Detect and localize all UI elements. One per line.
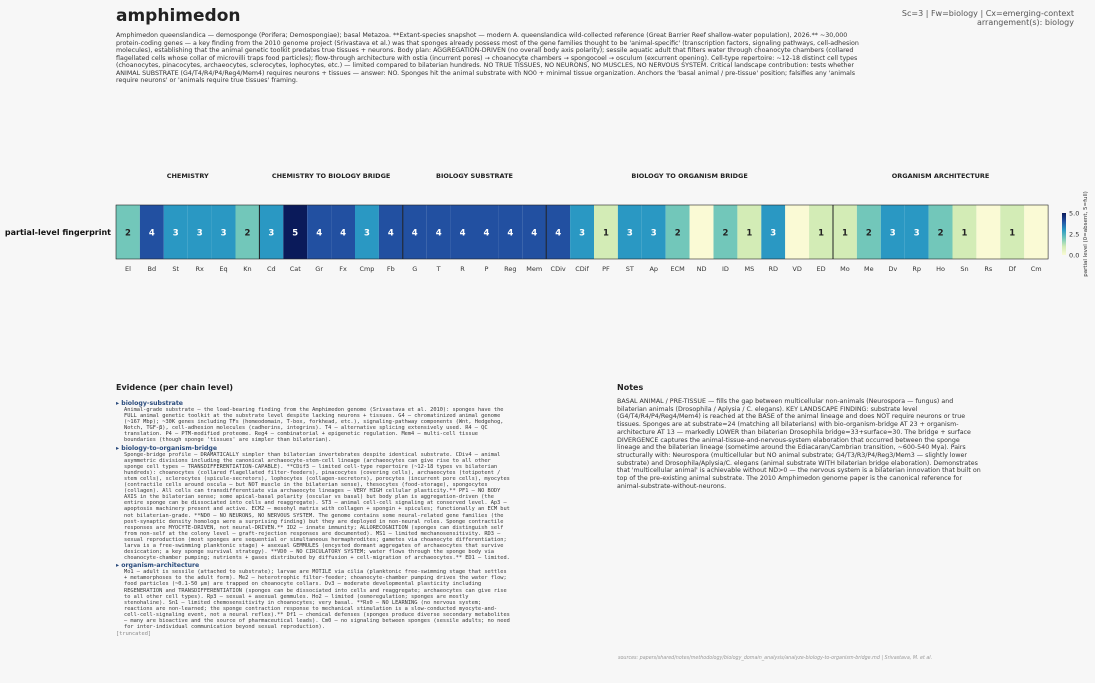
- cell-value-label: 4: [483, 228, 490, 239]
- x-tick-label: Ap: [649, 265, 659, 273]
- cell-value-label: 2: [674, 228, 681, 239]
- x-tick-label: ND: [696, 265, 707, 273]
- x-tick-label: CDif: [575, 265, 589, 273]
- species-summary: Amphimedon queenslandica — demosponge (Porifera; Demospongiae); basal Metazoa. **Extant-species snapshot — modern A. queenslandica wild-collected reference (Great Barrier Reef shallow-water population), 2026.** ~30,000 protein-coding genes — a key finding from the 2010 genome project (Srivastava et al.) was that sponges already possess most of the gene families thought to be 'animal-specific' (transcription factors, signaling pathways, cell-adhesion molecules), establishing that the animal genetic toolkit predates true tissues + neurons. Body plan: AGGREGATION-DRIVEN (no overall body axis polarity); sessile aquatic adult that filters water through choanocyte chambers (collared flagellated cells whose collar of microvilli traps food particles); flow-through architecture with ostia (incurrent pores) → choanocyte chambers → spongocoel → osculum (excurrent opening). Cell-type repertoire: ~12-18 distinct cell types (choanocytes, pinacocytes, archaeocytes, sclerocytes, lophocytes, etc.) — limited compared to bilaterian hundreds. NO TRUE TISSUES, NO NEURONS, NO MUSCLES, NO NERVOUS SYSTEM. Critical landscape contribution: tests whether ANIMAL SUBSTRATE (G4/T4/R4/P4/Reg4/Mem4) requires neurons + tissues — answer: NO. Sponges hit the animal substrate with NO0 + minimal tissue organization. Anchors the 'basal animal / pre-tissue' position; falsifies any 'animals require neurons' or 'animals require true tissues' framing.: [116, 32, 859, 84]
- x-tick-label: Bd: [147, 265, 157, 273]
- evidence-list: [116, 400, 512, 637]
- heatmap-cell: [976, 205, 1000, 259]
- x-tick-label: Me: [864, 265, 874, 273]
- cell-value-label: 4: [459, 228, 466, 239]
- x-tick-label: Cat: [289, 265, 301, 273]
- cell-value-label: 4: [411, 228, 418, 239]
- x-tick-label: Cmp: [359, 265, 375, 273]
- meta-info: [902, 9, 1074, 27]
- heatmap-cell: [690, 205, 714, 259]
- sources-line: sources: papers/shared/notes/methodology/biology_domain_analysis/analyze-biology-to-organism-bridge.md | Srivastava, M. et al.: [618, 656, 933, 661]
- cell-value-label: 1: [602, 228, 609, 239]
- x-tick-label: Reg: [504, 265, 517, 273]
- colorbar-tick-label: 2.5: [1069, 230, 1080, 239]
- notes-heading: Notes: [617, 383, 644, 392]
- cell-value-label: 3: [196, 228, 203, 239]
- cell-value-label: 4: [148, 228, 155, 239]
- evidence-section-title[interactable]: ▸ organism-architecture: [116, 562, 200, 570]
- colorbar: [1062, 213, 1066, 255]
- notes-panel: [617, 383, 982, 490]
- x-tick-label: Fx: [339, 265, 347, 273]
- cell-value-label: 2: [865, 228, 872, 239]
- fingerprint-heatmap: [0, 165, 1095, 290]
- cell-value-label: 1: [961, 228, 968, 239]
- meta-arrangement: arrangement(s): biology: [976, 18, 1074, 27]
- x-tick-label: Cd: [267, 265, 276, 273]
- cell-value-label: 4: [387, 228, 394, 239]
- cell-value-label: 4: [507, 228, 514, 239]
- group-label: CHEMISTRY: [166, 172, 209, 180]
- evidence-heading: Evidence (per chain level): [116, 383, 234, 392]
- cell-value-label: 1: [1009, 228, 1016, 239]
- cell-value-label: 2: [937, 228, 944, 239]
- colorbar-tick-label: 0.0: [1069, 251, 1080, 260]
- x-tick-label: PF: [602, 265, 610, 273]
- cell-value-label: 3: [913, 228, 920, 239]
- x-tick-label: El: [124, 265, 131, 273]
- cell-value-label: 4: [555, 228, 562, 239]
- x-tick-label: St: [172, 265, 180, 273]
- evidence-section-title[interactable]: ▸ biology-substrate: [116, 400, 184, 407]
- group-label: BIOLOGY SUBSTRATE: [436, 172, 513, 180]
- cell-value-label: 2: [124, 228, 131, 239]
- x-tick-label: VD: [792, 265, 802, 273]
- cell-value-label: 3: [770, 228, 777, 239]
- notes-text: BASAL ANIMAL / PRE-TISSUE — fills the gap between multicellular non-animals (Neurospora — fungus) and bilaterian animals (Drosophila / Aplysia / C. elegans). KEY LANDSCAPE FINDING: substrate level (G4/T4/R4/P4/Reg4/Mem4) is reached at the BASE of the animal lineage and does NOT require neurons or true tissues. Sponges are at substrate=24 (matching all bilaterians) with bio-organism-bridge AT 23 + organism-architecture AT 13 — markedly LOWER than bilaterian Drosophila bridge=33+surface=30. The bridge + surface DIVERGENCE captures the animal-tissue-and-nervous-system elaboration that occurred between the sponge lineage and the bilaterian lineage (sometime around the Ediacaran/Cambrian transition, ~600-540 Mya). Pairs structurally with: Neurospora (multicellular but NO animal substrate; G4/T3/R3/P4/Reg3/Mem3 — slightly lower substrate) and Drosophila/Aplysia/C. elegans (animal substrate WITH bilaterian bridge elaboration). Demonstrates that 'multicellular animal' is achievable without ND>0 — the nervous system is a bilaterian innovation that built on top of the pre-existing animal substrate. The 2010 Amphimedon genome paper is the canonical reference for animal-substrate-without-neurons.: [617, 398, 981, 490]
- x-tick-label: T: [436, 265, 441, 273]
- group-label: BIOLOGY TO ORGANISM BRIDGE: [631, 172, 748, 180]
- page-title: amphimedon: [116, 6, 241, 26]
- x-tick-label: Mem: [526, 265, 543, 273]
- x-tick-label: ID: [721, 265, 729, 273]
- cell-value-label: 3: [363, 228, 370, 239]
- x-tick-label: RD: [768, 265, 779, 273]
- x-tick-label: R: [460, 265, 465, 273]
- cell-value-label: 3: [579, 228, 586, 239]
- x-tick-label: CDiv: [550, 265, 566, 273]
- group-label: ORGANISM ARCHITECTURE: [891, 172, 990, 180]
- x-tick-label: Rs: [984, 265, 993, 273]
- cell-value-label: 2: [244, 228, 251, 239]
- evidence-section-text: Sponge-bridge profile — DRAMATICALLY simpler than bilaterian invertebrates despite identical substrate. CDiv4 — animal asymmetric divisions including the canonical archaeocyte-stem-cell lineage (archaeocytes can give rise to all other sponge cell types — TRANSDIFFERENTIATION-CAPABLE). **CDif3 — limited cell-type repertoire (~12-18 types vs bilaterian hundreds): choanocytes (collared flagellated filter-feeders), pinacocytes (covering cells), archaeocytes (totipotent / stem cells), sclerocytes (spicule-secretors), lophocytes (collagen-secretors), porocytes (incurrent pore cells), myocytes (contractile cells around oscula — but NOT muscle in the bilaterian sense), thesocytes (food-storage), spongocytes (collagen). All cells can transdifferentiate via archaeocyte lineages — VERY HIGH cellular plasticity.** PF1 — NO BODY AXIS in the bilaterian sense; some apical-basal polarity (oscular vs basal) but body plan is aggregation-driven (the entire sponge can be dissociated into cells and reaggregate). ST3 — animal cell-cell signaling at conserved level. Ap3 — apoptosis machinery present and active. ECM2 — mesohyl matrix with collagen + spongin + spicules; functionally an ECM but not bilaterian-grade. **ND0 — NO NEURONS, NO NERVOUS SYSTEM. The genome contains some neural-related gene families (the post-synaptic density homologs were a surprising finding) but they are deployed in non-neural roles. Sponge contractile responses are MYOCYTE-DRIVEN, not neural-DRIVEN.** ID2 — innate immunity; ALLORECOGNITION (sponges can distinguish self from non-self at the colony level — graft-rejection responses are documented). MS1 — limited mechanosensitivity. RD3 — sexual reproduction (most sponges are sequential or simultaneous hermaphrodites; gametes via choanocyte differentiation; larva is a free-swimming planktonic stage) + asexual GEMMULES (encysted dormant aggregates of archaeocytes that survive desiccation; a key sponge survival strategy). **VD0 — NO CIRCULATORY SYSTEM; water flows through the sponge body via choanocyte-chamber pumping; nutrients + gases distributed by diffusion + cell-migration of archaeocytes.** ED1 — limited.: [124, 451, 514, 562]
- x-tick-label: Rp: [912, 265, 921, 273]
- truncated-marker: [truncated]: [116, 631, 152, 638]
- cell-value-label: 4: [316, 228, 323, 239]
- x-tick-label: P: [484, 265, 489, 273]
- cell-value-label: 5: [292, 228, 299, 239]
- x-tick-label: Dv: [888, 265, 898, 273]
- x-tick-label: ED: [816, 265, 826, 273]
- x-tick-label: G: [412, 265, 418, 273]
- cell-value-label: 3: [172, 228, 179, 239]
- x-tick-label: Mo: [840, 265, 850, 273]
- cell-value-label: 4: [340, 228, 347, 239]
- cell-value-label: 3: [626, 228, 633, 239]
- cell-value-label: 1: [841, 228, 848, 239]
- x-tick-label: Ho: [936, 265, 945, 273]
- cell-value-label: 4: [531, 228, 538, 239]
- cell-value-label: 4: [435, 228, 442, 239]
- x-tick-label: Kn: [243, 265, 252, 273]
- colorbar-tick-label: 5.0: [1069, 209, 1080, 218]
- evidence-panel: [116, 383, 512, 637]
- x-tick-label: MS: [744, 265, 755, 273]
- cell-value-label: 1: [818, 228, 825, 239]
- row-label: partial-level fingerprint: [4, 228, 111, 237]
- x-tick-label: ST: [625, 265, 634, 273]
- x-tick-label: Eq: [219, 265, 228, 273]
- group-label: CHEMISTRY TO BIOLOGY BRIDGE: [271, 172, 391, 180]
- cell-value-label: 3: [220, 228, 227, 239]
- x-tick-label: ECM: [670, 265, 685, 273]
- evidence-section-text: Mo1 — adult is sessile (attached to substrate); larvae are MOTILE via cilia (planktonic free-swimming stage that settles + metamorphoses to the adult form). Me2 — heterotrophic filter-feeder; choanocyte-chamber pumping drives the water flow; food particles (~0.1-50 μm) are trapped on choanocyte collars. Dv3 — moderate developmental plasticity including REGENERATION and TRANSDIFFERENTIATION (sponges can be dissociated into cells and reaggregate; archaeocytes can give rise to all other cell types). Rp3 — sexual + asexual gemmules. Ho2 — limited (osmoregulation; sponges are mostly stenohaline). Sn1 — limited chemosensitivity in choanocytes; very basal. **Rs0 — NO LEARNING (no nervous system; reactions are non-learned; the sponge contraction response to mechanical stimulation is a slow-conducted myocyte-and-cell-cell-signaling event, not a neural reflex).** Df1 — chemical defenses (sponges produce diverse secondary metabolites — many are bioactive and the source of pharmaceutical leads). Cm0 — no signaling between sponges (sessile adults; no need for inter-individual communication beyond sexual reproduction).: [124, 569, 514, 631]
- meta-scores: Sc=3 | Fw=biology | Cx=emerging-context: [901, 9, 1074, 18]
- evidence-section-title[interactable]: ▸ biology-to-organism-bridge: [116, 444, 218, 452]
- colorbar-label: partial level (0=absent, 5=full): [1083, 191, 1089, 277]
- cell-value-label: 1: [746, 228, 753, 239]
- x-tick-label: Sn: [960, 265, 969, 273]
- x-tick-label: Df: [1008, 265, 1016, 273]
- heatmap-cell: [785, 205, 809, 259]
- x-tick-label: Rx: [195, 265, 204, 273]
- x-tick-label: Fb: [386, 265, 395, 273]
- cell-value-label: 2: [722, 228, 729, 239]
- heatmap-cell: [1024, 205, 1048, 259]
- cell-value-label: 3: [889, 228, 896, 239]
- cell-value-label: 3: [650, 228, 657, 239]
- cell-value-label: 3: [268, 228, 275, 239]
- x-tick-label: Cm: [1030, 265, 1042, 273]
- evidence-section-text: Animal-grade substrate — the load-bearing finding from the Amphimedon genome (Srivastava et al. 2010): sponges have the FULL animal genetic toolkit at the substrate level despite lacking neurons + tissues. G4 — chromatinized animal genome (~167 Mbp); ~30K genes including TFs (homeodomain, T-box, forkhead, etc.), signaling-pathway components (Wnt, Hedgehog, Notch, TGF-β), cell-adhesion molecules (cadherins, integrins). T4 — alternative splicing extensively used. R4 — QC translation. P4 — PTM-modified proteome. Reg4 — combinatorial + epigenetic regulation. Mem4 — multi-cell tissue boundaries (though sponge 'tissues' are simpler than bilaterian).: [124, 407, 507, 444]
- x-tick-label: Gr: [315, 265, 324, 273]
